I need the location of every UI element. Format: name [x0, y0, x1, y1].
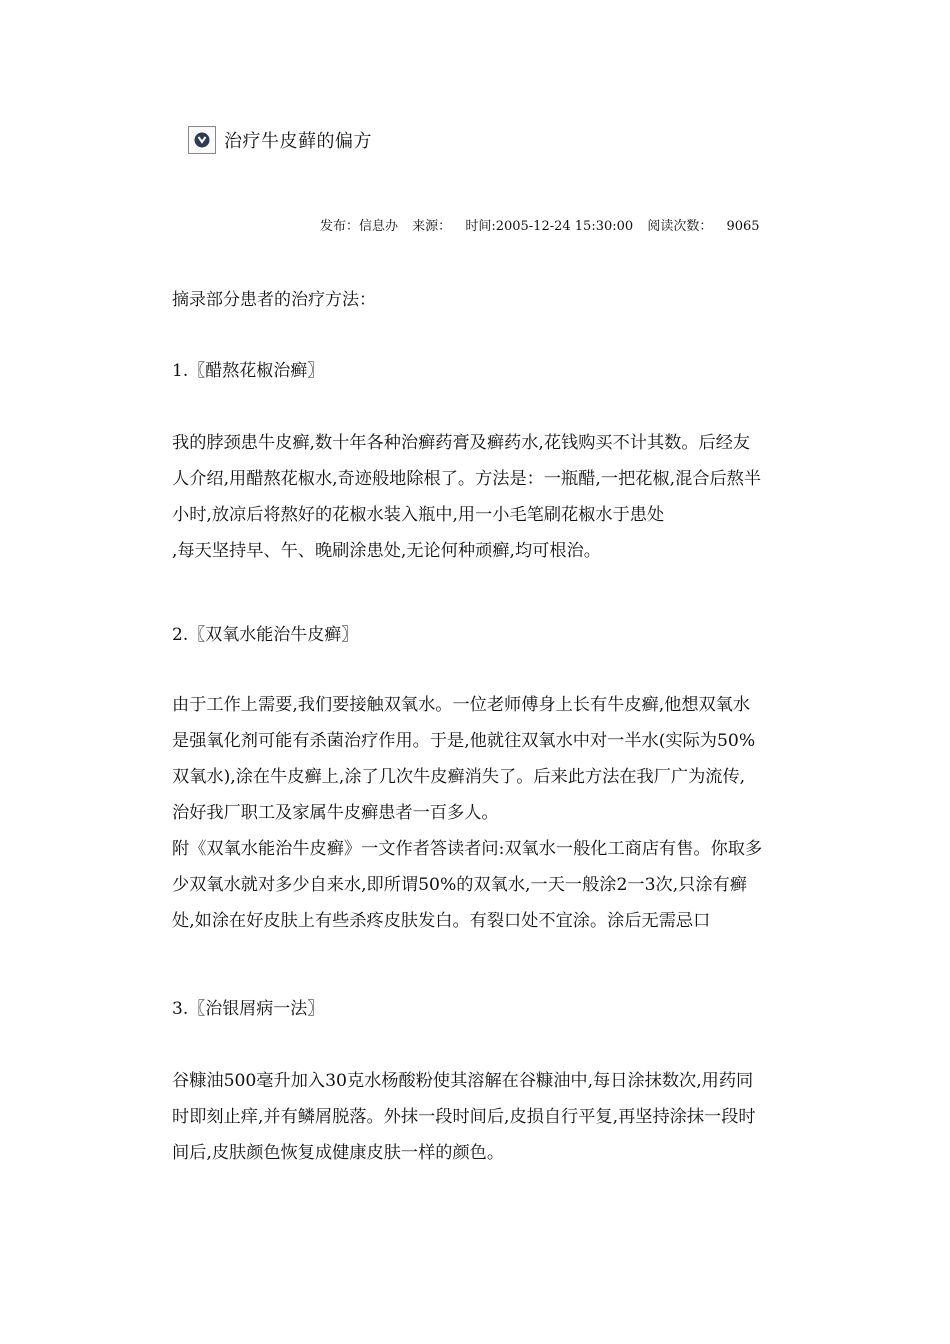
section-body-3: [172, 1063, 828, 1171]
paragraph-line: 我的脖颈患牛皮癣,数十年各种治癣药膏及癣药水,花钱购买不计其数。后经友: [172, 433, 751, 453]
paragraph-line: ,每天坚持早、午、晚刷涂患处,无论何种顽癣,均可根治。: [172, 541, 601, 561]
section-heading-3: 3.〖治银屑病一法〗: [172, 999, 325, 1019]
article-intro: 摘录部分患者的治疗方法：: [172, 290, 376, 310]
section-heading-2: 2.〖双氧水能治牛皮癣〗: [172, 625, 359, 645]
paragraph-line: 时即刻止痒,并有鳞屑脱落。外抹一段时间后,皮损自行平复,再坚持涂抹一段时: [172, 1107, 756, 1127]
paragraph-line: 人介绍,用醋熬花椒水,奇迹般地除根了。方法是：一瓶醋,一把花椒,混合后熬半: [172, 469, 762, 489]
meta-time: 时间:2005-12-24 15:30:00: [465, 219, 634, 234]
paragraph-line: 双氧水),涂在牛皮癣上,涂了几次牛皮癣消失了。后来此方法在我厂广为流传,: [172, 767, 746, 787]
paragraph-line: 小时,放凉后将熬好的花椒水装入瓶中,用一小毛笔刷花椒水于患处: [172, 505, 665, 525]
section-body-2: [172, 687, 828, 939]
article-meta: [320, 215, 770, 234]
article-title: 治疗牛皮藓的偏方: [224, 131, 372, 152]
paragraph-line: 附《双氧水能治牛皮癣》一文作者答读者问:双氧水一般化工商店有售。你取多: [172, 839, 763, 859]
article-title-row: [188, 124, 372, 156]
section-body-1: [172, 425, 828, 569]
arrow-icon: [188, 126, 216, 154]
meta-source: 来源：: [412, 219, 452, 234]
paragraph-line: 谷糠油500毫升加入30克水杨酸粉使其溶解在谷糠油中,每日涂抹数次,用药同: [172, 1071, 754, 1091]
meta-publisher: 发布：信息办: [320, 219, 399, 234]
paragraph-line: 由于工作上需要,我们要接触双氧水。一位老师傅身上长有牛皮癣,他想双氧水: [172, 695, 751, 715]
paragraph-line: 少双氧水就对多少自来水,即所谓50%的双氧水,一天一般涂2一3次,只涂有癣: [172, 875, 747, 895]
paragraph-line: 间后,皮肤颜色恢复成健康皮肤一样的颜色。: [172, 1143, 505, 1163]
meta-views-value: 9065: [726, 219, 760, 234]
paragraph-line: 处,如涂在好皮肤上有些杀疼皮肤发白。有裂口处不宜涂。涂后无需忌口: [172, 911, 711, 931]
meta-views-label: 阅读次数：: [647, 219, 713, 234]
paragraph-line: 治好我厂职工及家属牛皮癣患者一百多人。: [172, 803, 499, 823]
section-heading-1: 1.〖醋熬花椒治癣〗: [172, 361, 325, 381]
paragraph-line: 是强氧化剂可能有杀菌治疗作用。于是,他就往双氧水中对一半水(实际为50%: [172, 731, 756, 751]
